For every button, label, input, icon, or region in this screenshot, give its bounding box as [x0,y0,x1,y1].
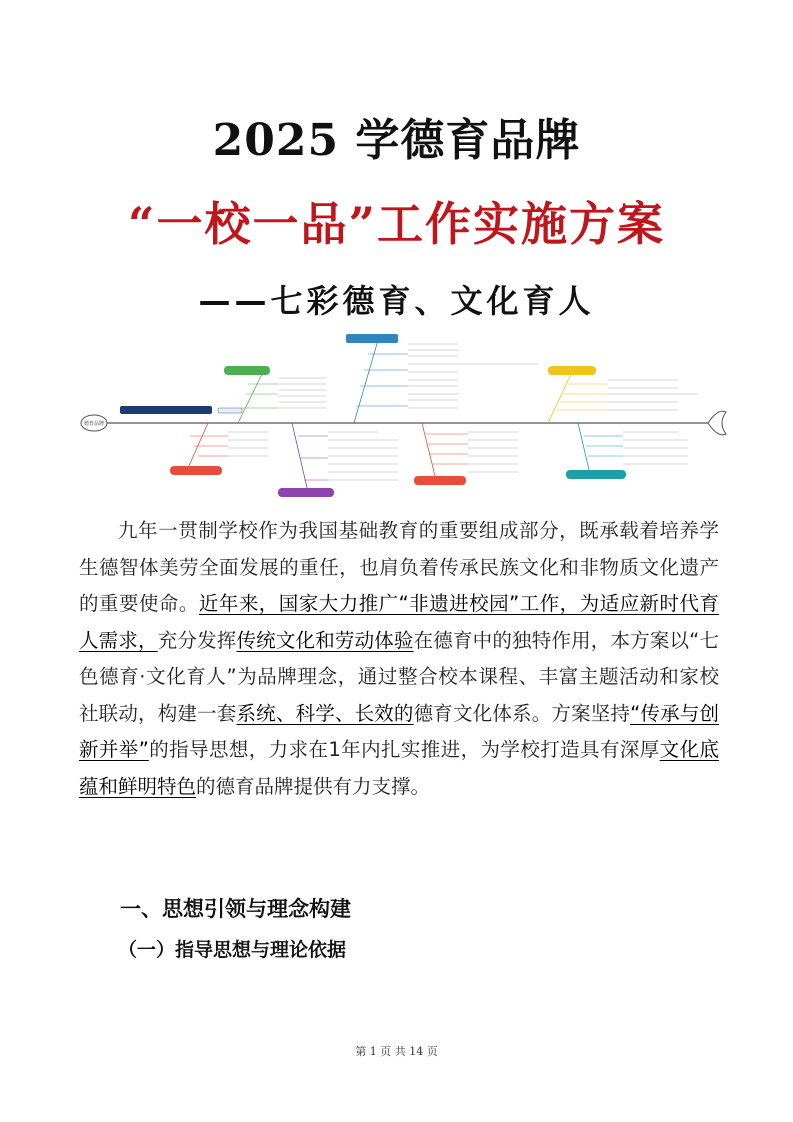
para-text-5: 的指导思想，力求在1年内扎实推进，为学校打造具有深厚 [148,738,660,761]
branch-yellow [548,366,698,423]
para-underline-2: 传统文化和劳动体验 [236,628,414,652]
para-text-6: 的德育品牌提供有力支撑。 [196,774,431,798]
diagram-head [81,415,107,431]
branch-blue [346,334,538,423]
title-line-1: 2025 学德育品牌 [212,115,581,166]
branch-red-left [170,423,268,475]
para-underline-1: 近年来，国家大力推广“非遗进校园”工作，为适应新时代育人需求， [79,592,719,652]
branch-teal [566,423,688,479]
branch-purple [278,423,398,497]
para-text-1: 九年一贯制学校作为我国基础教育的重要组成部分，既承载着培养学生德智体美劳全面发展的重任，也肩负着传承民族文化和非物质文化遗产的重要使命。 [79,519,719,615]
para-text-3: 在德育中的独特作用，本方案以“七色德育·文化育人”为品牌理念，通过整合校本课程、丰富主题活动和家校社联动，构建一套 [79,628,719,725]
branch-green [224,366,326,423]
title-line-3: ——七彩德育、文化育人 [198,282,595,320]
branch-red-center [414,423,518,485]
page-footer: 第 1 页 共 14 页 [355,1045,438,1058]
diagram-tail [708,411,726,435]
title-line-2: “一校一品”工作实施方案 [128,197,665,251]
subsection-heading-1: （一）指导思想与理论依据 [118,939,347,961]
fishbone-diagram [78,328,728,504]
section-heading-1: 一、思想引领与理念构建 [120,897,351,921]
diagram-head-label: 德育品牌 [83,421,105,427]
para-underline-5: 文化底蕴和鲜明特色 [79,738,719,798]
intro-paragraph [79,513,719,805]
para-underline-3: 系统、科学、长效的 [236,701,414,725]
para-underline-4: “传承与创新并举” [79,701,719,761]
para-text-2: 充分发挥 [157,628,237,652]
para-text-4: 德育文化体系。方案坚持 [413,701,631,725]
